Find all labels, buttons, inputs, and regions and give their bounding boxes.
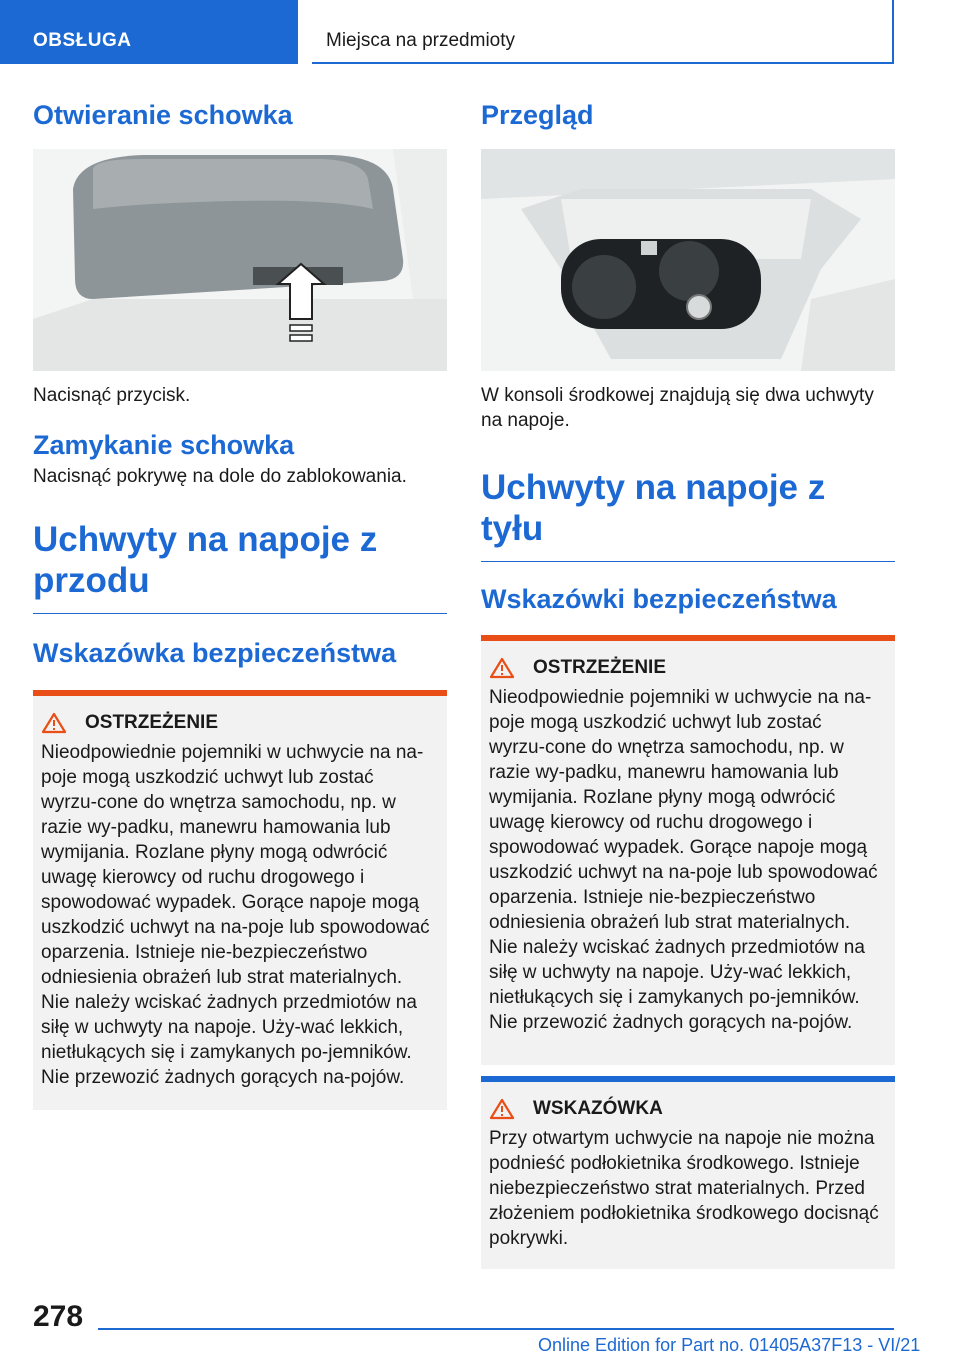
chapter-label: Miejsca na przedmioty [326, 30, 516, 51]
cupholder-drawing [481, 149, 895, 371]
section-tab [0, 0, 298, 64]
heading-overview: Przegląd [481, 100, 594, 130]
warning-title: OSTRZEŻENIE [85, 712, 219, 733]
heading-rear-cupholders: Uchwyty na napoje z tyłu [481, 467, 895, 562]
section-label: OBSŁUGA [33, 30, 132, 51]
cupholder-illustration [481, 149, 895, 371]
note-title: WSKAZÓWKA [533, 1098, 663, 1119]
page-number: 278 [33, 1300, 84, 1333]
warning-box [33, 690, 447, 1110]
warning-box-rear [481, 635, 895, 1065]
note-triangle-icon [489, 1098, 515, 1120]
armrest-illustration [33, 149, 447, 371]
close-instruction: Nacisnąć pokrywę na dole do zablokowania. [33, 466, 407, 487]
warning-triangle-icon [489, 657, 515, 679]
note-text: Przy otwartym uchwycie na napoje nie można podnieść podłokietnika środkowego. Istnieje niebezpieczeństwo strat materialnych. Przed złożeniem podłokietnika środkowego docisnąć pokrywki. [489, 1128, 879, 1249]
heading-safety-note: Wskazówka bezpieczeństwa [33, 638, 397, 668]
chapter-tab [312, 0, 894, 64]
warning-text: Nieodpowiednie pojemniki w uchwycie na na-poje mogą uszkodzić uchwyt lub zostać wyrzu-cone do wnętrza samochodu, np. w razie wy-padku, manewru hamowania lub wymijania. Rozlane płyny mogą odwrócić uwagę kierowcy od ruchu drogowego i spowodować wypadek. Gorące napoje mogą uszkodzić uchwyt na na-poje lub spowodować oparzenia. Istnieje nie-bezpieczeństwo odniesienia obrażeń lub strat materialnych. Nie należy wciskać żadnych przedmiotów na siłę w uchwyty na napoje. Uży-wać lekkich, nietłukących się i zamykanych po-jemników. Nie przewozić żadnych gorących na-pojów. [41, 742, 430, 1088]
overview-text: W konsoli środkowej znajdują się dwa uchwyty na napoje. [481, 385, 874, 431]
heading-open-compartment: Otwieranie schowka [33, 100, 293, 130]
footer-rule [98, 1328, 894, 1330]
warning-triangle-icon [41, 712, 67, 734]
edition-label: Online Edition for Part no. 01405A37F13 - VI/21 [538, 1335, 921, 1355]
note-box [481, 1076, 895, 1269]
open-instruction: Nacisnąć przycisk. [33, 385, 191, 406]
right-column [481, 98, 895, 1269]
armrest-drawing [33, 149, 447, 371]
warning-text-rear: Nieodpowiednie pojemniki w uchwycie na na-poje mogą uszkodzić uchwyt lub zostać wyrzu-cone do wnętrza samochodu, np. w razie wy-padku, manewru hamowania lub wymijania. Rozlane płyny mogą odwrócić uwagę kierowcy od ruchu drogowego i spowodować wypadek. Gorące napoje mogą uszkodzić uchwyt na na-poje lub spowodować oparzenia. Istnieje nie-bezpieczeństwo odniesienia obrażeń lub strat materialnych. Nie należy wciskać żadnych przedmiotów na siłę w uchwyty na napoje. Uży-wać lekkich, nietłukących się i zamykanych po-jemników. Nie przewozić żadnych gorących na-pojów. [489, 687, 878, 1033]
heading-safety-notes: Wskazówki bezpieczeństwa [481, 584, 837, 614]
heading-close-compartment: Zamykanie schowka [33, 430, 295, 460]
heading-front-cupholders: Uchwyty na napoje z przodu [33, 519, 447, 614]
warning-title-rear: OSTRZEŻENIE [533, 657, 667, 678]
left-column [33, 98, 447, 1110]
